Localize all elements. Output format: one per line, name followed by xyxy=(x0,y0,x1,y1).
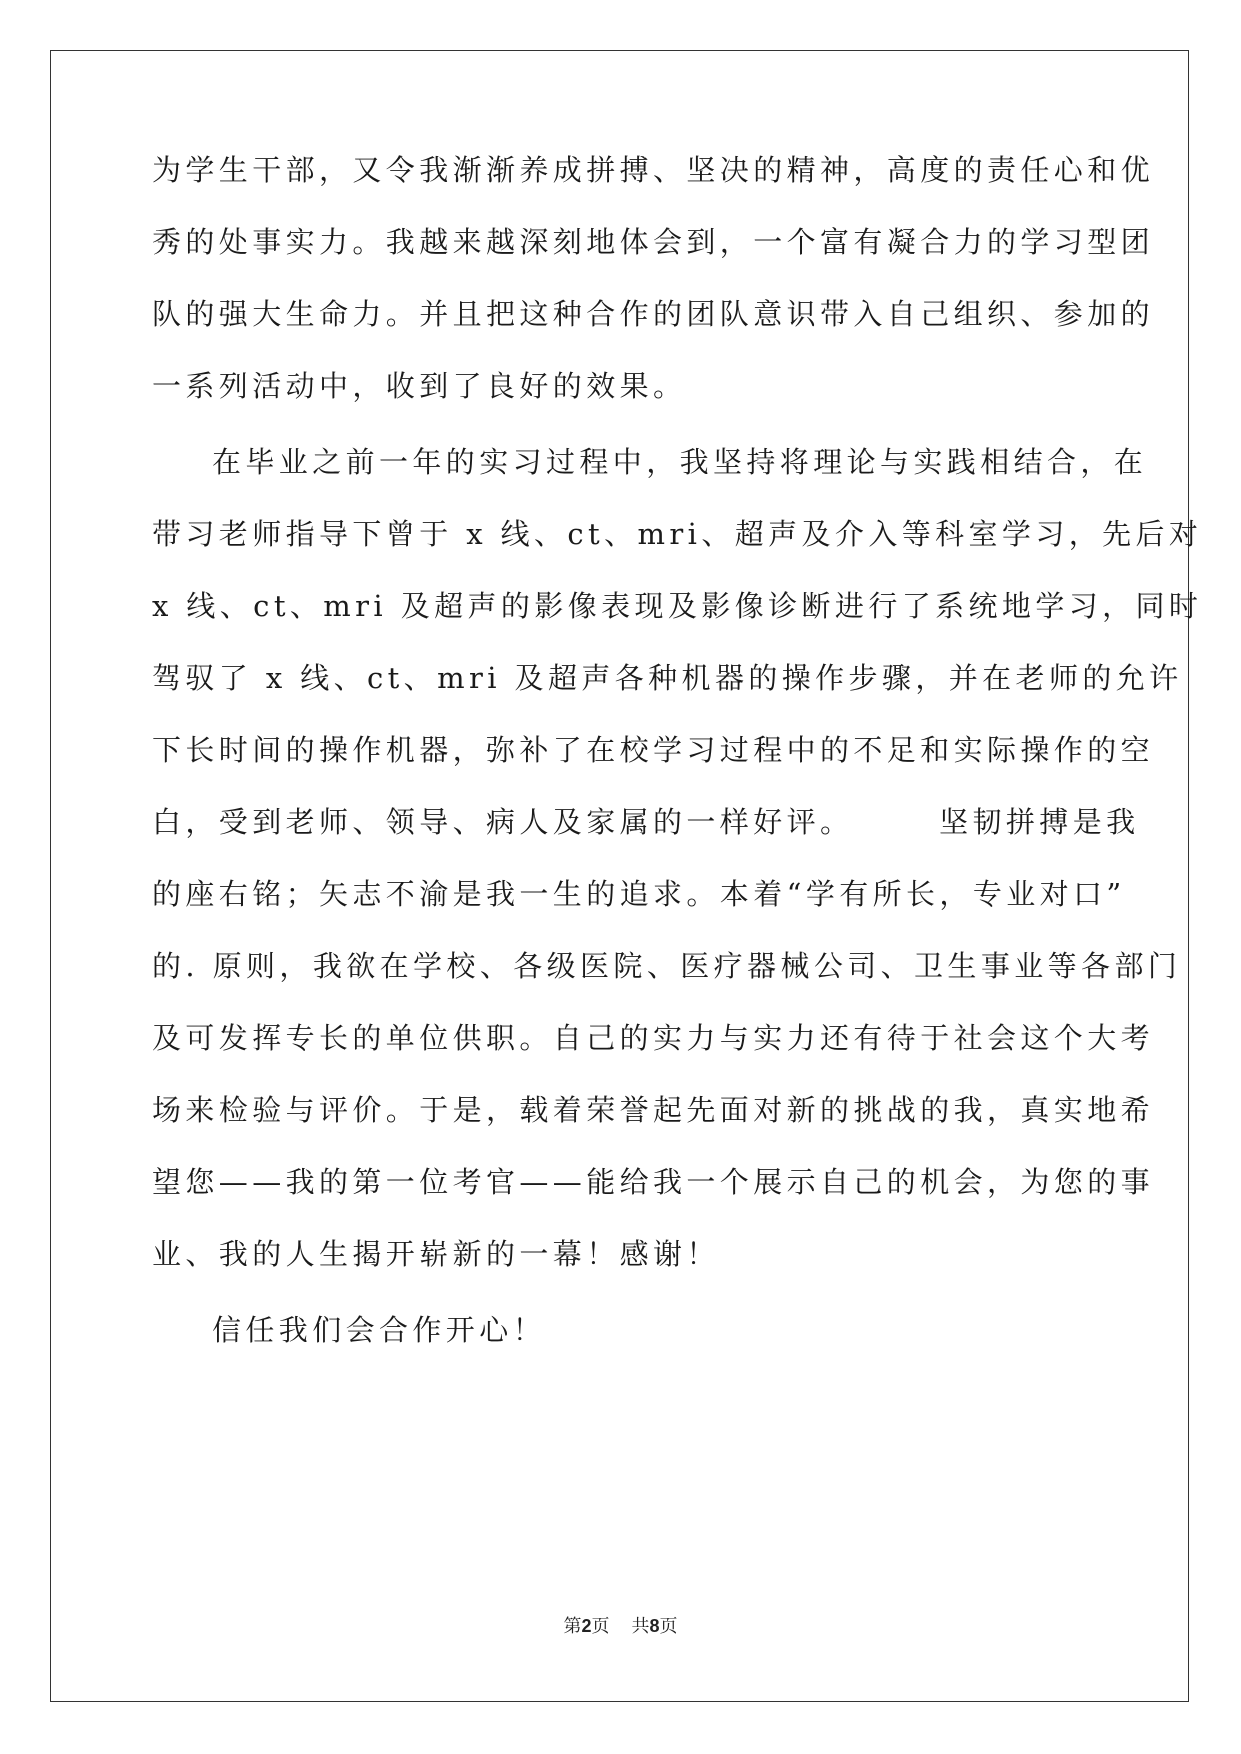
body-line-5: 在毕业之前一年的实习过程中，我坚持将理论与实践相结合，在 xyxy=(212,445,1148,479)
body-line-4: 一系列活动中，收到了良好的效果。 xyxy=(152,369,687,403)
body-line-2: 秀的处事实力。我越来越深刻地体会到，一个富有凝合力的学习型团 xyxy=(152,225,1155,259)
body-line-15: 望您——我的第一位考官——能给我一个展示自己的机会，为您的事 xyxy=(152,1165,1155,1199)
body-line-7: x 线、ct、mri 及超声的影像表现及影像诊断进行了系统地学习，同时 xyxy=(152,589,1203,623)
body-line-3: 队的强大生命力。并且把这种合作的团队意识带入自己组织、参加的 xyxy=(152,297,1155,331)
page-total: 8 xyxy=(649,1616,660,1636)
body-line-6: 带习老师指导下曾于 x 线、ct、mri、超声及介入等科室学习，先后对 xyxy=(152,517,1203,551)
body-line-12: 的. 原则，我欲在学校、各级医院、医疗器械公司、卫生事业等各部门 xyxy=(152,949,1182,983)
body-line-17: 信任我们会合作开心！ xyxy=(212,1313,547,1347)
body-line-9: 下长时间的操作机器，弥补了在校学习过程中的不足和实际操作的空 xyxy=(152,733,1155,767)
body-line-10: 白，受到老师、领导、病人及家属的一样好评。 坚韧拼搏是我 xyxy=(152,805,1140,839)
total-suffix: 页 xyxy=(659,1616,678,1637)
body-line-1: 为学生干部，又令我渐渐养成拼搏、坚决的精神，高度的责任心和优 xyxy=(152,153,1155,187)
page-prefix: 第 xyxy=(563,1616,582,1637)
body-line-16: 业、我的人生揭开崭新的一幕！感谢！ xyxy=(152,1237,720,1271)
body-line-11: 的座右铭；矢志不渝是我一生的追求。本着“学有所长，专业对口” xyxy=(152,877,1126,911)
body-line-14: 场来检验与评价。于是，载着荣誉起先面对新的挑战的我，真实地希 xyxy=(152,1093,1155,1127)
body-line-8: 驾驭了 x 线、ct、mri 及超声各种机器的操作步骤，并在老师的允许 xyxy=(152,661,1183,695)
body-line-13: 及可发挥专长的单位供职。自己的实力与实力还有待于社会这个大考 xyxy=(152,1021,1155,1055)
total-prefix: 共 xyxy=(631,1616,650,1637)
page-footer xyxy=(0,1614,1241,1639)
page-current: 2 xyxy=(581,1616,592,1636)
page-mid: 页 xyxy=(591,1616,610,1637)
